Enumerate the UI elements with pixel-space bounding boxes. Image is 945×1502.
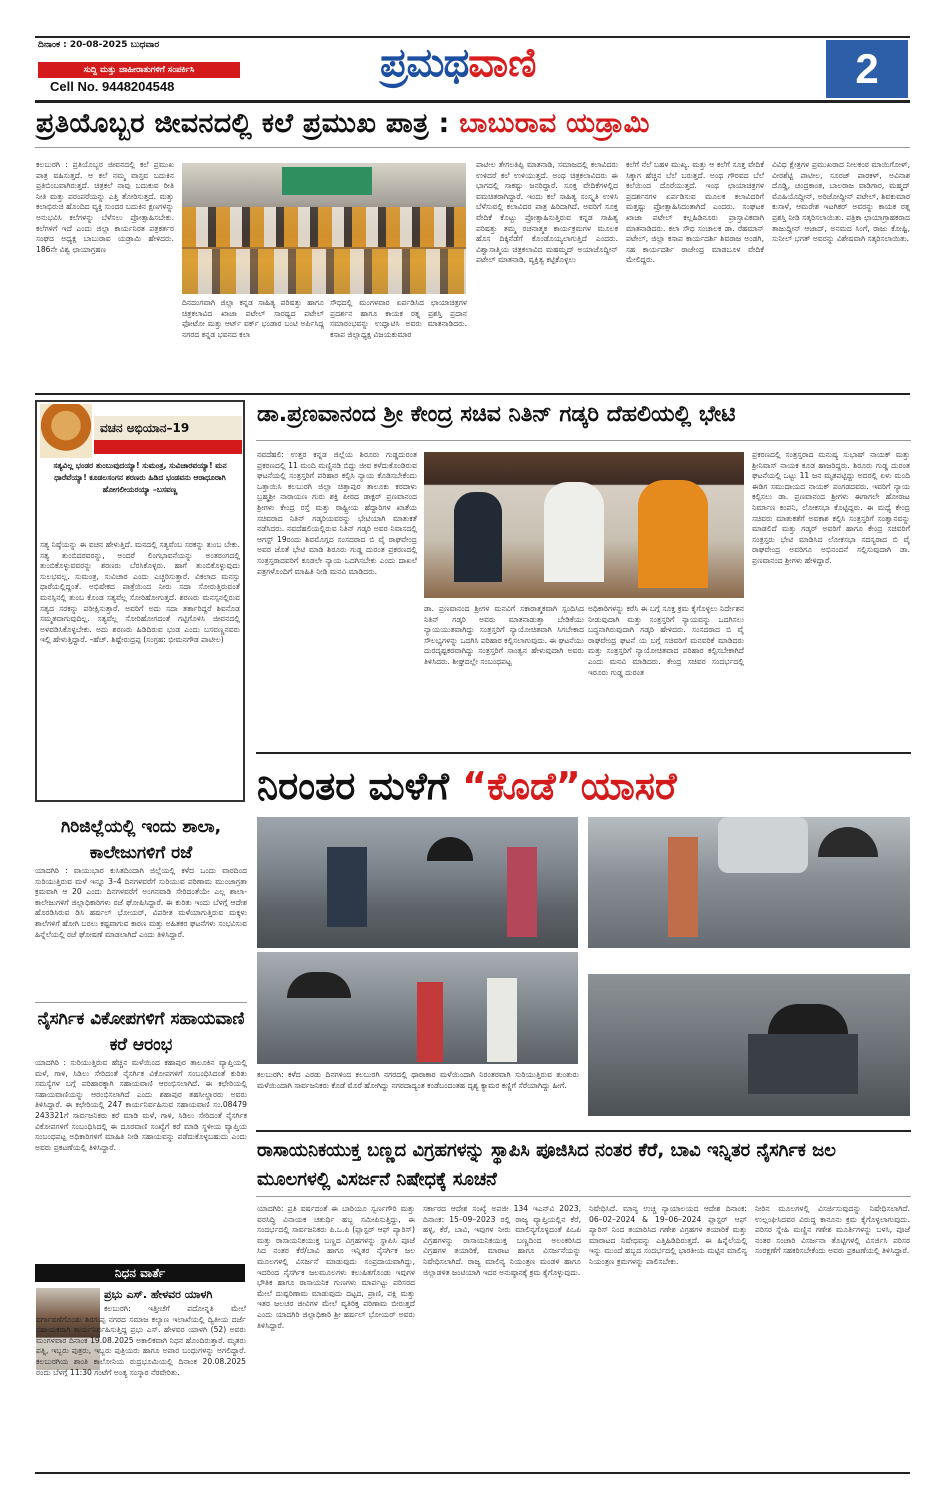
page-number: 2	[826, 40, 908, 98]
story2-body: ಯಾದಗಿರಿ : ವಾಯುಭಾರ ಕುಸಿತದಿಂದಾಗಿ ಜಿಲ್ಲೆಯಲ್ಲಿ ಕಳೆದ ಒಂದು ವಾರದಿಂದ ಸುರಿಯುತ್ತಿರುವ ಮಳೆ ಇನ್ನೂ 3–4 ದಿನಗಳವರೆಗೆ ಸುರಿಯುವ ಪರಿಣಾಮ ಮುಂಜಾಗ್ರತಾ ಕ್ರಮವಾಗಿ ಆ 20 ಎಂದು ದಿನಗಳವರೆಗೆ ಅಂಗನವಾಡಿ ಸೇರಿದಂತೆಯೇ ಎಲ್ಲ ಶಾಲಾ-ಕಾಲೇಜುಗಳಿಗೆ ಜಿಲ್ಲಾಧಿಕಾರಿಗಳು ರಜೆ ಘೋಷಿಸಿದ್ದಾರೆ. ಈ ಕುರಿತು ಇಂದು ಬೆಳಗ್ಗೆ ಆದೇಶ ಹೊರಡಿಸಿರುವ ಡಿಸಿ ಹರ್ಷಲ್ ಭೋಯರ್, ವಿಪರೀತ ಮಳೆಯಾಗುತ್ತಿರುವ ಮಕ್ಕಳು ಶಾಲೆಗಳಿಗೆ ಹೋಗಿ ಬರಲು ಕಷ್ಟವಾಗುವ ಕಾರಣ ಮತ್ತು ಅಹಿತಕರ ಘಟನೆಗಳು ಸಂಭವಿಸುವ ಹಿನ್ನೆಲೆಯಲ್ಲಿ ರಜೆ ಘೋಷಣೆ ಮಾಡಲಾಗಿದೆ ಎಂದು ತಿಳಿಸಿದ್ದಾರೆ.	[35, 866, 247, 939]
meeting-photo	[424, 452, 744, 598]
story3-headline: ನೈಸರ್ಗಿಕ ವಿಕೋಪಗಳಿಗೆ ಸಹಾಯವಾಣಿ ಕರೆ ಆರಂಭ	[37, 1009, 245, 1055]
minister-figure	[454, 492, 502, 582]
story1-column-3: ಸೌಧದಲ್ಲಿ ಮಂಗಳವಾರ ಏರ್ಪಡಿಸಿದ ಛಾಯಾಚಿತ್ರಗಳ ಪ್ರದರ್ಶನ ಹಾಗೂ ಕಾಯಕ ರತ್ನ ಪ್ರಶಸ್ತಿ ಪ್ರದಾನ ಸಮಾರಂಭವನ್ನು ಉದ್ಘಾಟಿಸಿ ಅವರು ಮಾತನಾಡಿದರು. ಕಸಾಪ ಜಿಲ್ಲಾಧ್ಯಕ್ಷ ವಿಜಯಕುಮಾರ	[330, 298, 467, 339]
obituary-title: ನಿಧನ ವಾರ್ತೆ	[35, 1264, 245, 1282]
rain-photo-bike	[588, 974, 910, 1116]
story5-headline-quote: “ಕೊಡೆ”	[462, 764, 581, 808]
woman-walking	[507, 847, 537, 937]
story6-column-4: ನೀರಿನ ಮೂಲಗಳಲ್ಲಿ ವಿಸರ್ಜಿಸುವುದನ್ನು ನಿಷೇಧಿಸಲಾಗಿದೆ. ಉಲ್ಲಂಘಿಸಿದವರ ವಿರುದ್ಧ ಕಾನೂನು ಕ್ರಮ ಕೈಗೊಳ್ಳಲಾಗುವುದು. ಪರಿಸರ ಸ್ನೇಹಿ ಮಣ್ಣಿನ ಗಣೇಶ ಮೂರ್ತಿಗಳನ್ನು ಬಳಸಿ, ಪೂಜೆ ನಂತರ ಸಂಚಾರಿ ವಿಸರ್ಜನಾ ತೊಟ್ಟಿಗಳಲ್ಲಿ ವಿಸರ್ಜಿಸಿ ಪರಿಸರ ಸಂರಕ್ಷಣೆಗೆ ಸಹಕರಿಸಬೇಕೆಂದು ಅವರು ಪ್ರಕಟಣೆಯಲ್ಲಿ ತಿಳಿಸಿದ್ದಾರೆ.	[755, 1204, 910, 1256]
story1-headline	[36, 108, 911, 140]
page-bottom-rule	[35, 1472, 910, 1474]
pedestrian-red	[417, 982, 443, 1062]
story5-headline	[257, 764, 912, 809]
story4-column-1: ನವದೆಹಲಿ: ಉತ್ತರ ಕನ್ನಡ ಜಿಲ್ಲೆಯ ಶಿರೂರು ಗುಡ್ಡದುರಂತ ಪ್ರಕರಣದಲ್ಲಿ 11 ಮಂದಿ ಮಣ್ಣಿನಡಿ ಬಿದ್ದು ಜೀವ ಕಳೆದುಕೊಂಡಿರುವ ಘಟನೆಯಲ್ಲಿ ಸಂತ್ರಸ್ತರಿಗೆ ಪರಿಹಾರ ಕಲ್ಪಿಸಿ ನ್ಯಾಯ ಕೊಡಿಸಬೇಕೆಂದು ಒತ್ತಾಯಿಸಿ ಕಲಬುರಗಿ ಜಿಲ್ಲಾ ಚಿತ್ತಾಪುರ ತಾಲೂಕು ಕರದಾಳು ಬ್ರಹ್ಮಶ್ರೀ ನಾರಾಯಣ ಗುರು ಶಕ್ತಿ ಪೀಠದ ಡಾಕ್ಟರ್ ಪ್ರಣವಾನಂದ ಶ್ರೀಗಳು ಕೇಂದ್ರ ರಸ್ತೆ ಮತ್ತು ರಾಷ್ಟ್ರೀಯ ಹೆದ್ದಾರಿಗಳ ಖಾತೆಯ ಸಚಿವರಾದ ನಿತಿನ್ ಗಡ್ಕರಿಯವರನ್ನು ಭೇಟಿಯಾಗಿ ಮಾತುಕತೆ ನಡೆಸಿದರು. ನವದೆಹಲಿಯಲ್ಲಿರುವ ನಿತಿನ್ ಗಡ್ಕರಿ ಅವರ ನಿವಾಸದಲ್ಲಿ ಆಗಸ್ಟ್ 19ರಂದು ಶಿವಮೊಗ್ಗದ ಸಂಸದರಾದ ಬಿ ವೈ ರಾಘವೇಂದ್ರ ಅವರ ಜೊತೆ ಭೇಟಿ ಮಾಡಿ ಶಿರೂರು ಗುಡ್ಡ ದುರಂತ ಪ್ರಕರಣದಲ್ಲಿ ಸಂತ್ರಸ್ತರಾದವರಿಗೆ ಕೂಡಲೇ ನ್ಯಾಯ ಒದಗಿಸಬೇಕು ಎಂದು ದಾಖಲೆ ಪತ್ರಗಳೊಂದಿಗೆ ಮಾಹಿತಿ ನೀಡಿ ಮನವಿ ಮಾಡಿದರು.	[257, 450, 417, 576]
story6-headline: ರಾಸಾಯನಿಕಯುಕ್ತ ಬಣ್ಣದ ವಿಗ್ರಹಗಳನ್ನು ಸ್ಥಾಪಿಸಿ ಪೂಜಿಸಿದ ನಂತರ ಕೆರೆ, ಬಾವಿ ಇನ್ನಿತರ ನೈಸರ್ಗಿಕ ಜಲ ಮೂಲಗಳಲ್ಲಿ ವಿಸರ್ಜನೆ ನಿಷೇಧಕ್ಕೆ ಸೂಚನೆ	[257, 1140, 836, 1190]
story6-column-2: ಸರ್ಕಾರದ ಆದೇಶ ಸಂಖ್ಯೆ ಅಪಜೀ 134 ಇಎನ್‌ವಿ 2023, ದಿನಾಂಕ: 15–09–2023 ರಲ್ಲಿ ರಾಜ್ಯ ವ್ಯಾಪ್ತಿಯಲ್ಲಿನ ಕೆರೆ, ಹಳ್ಳ, ಕೆರೆ, ಬಾವಿ, ಇವುಗಳ ನೀರು ಮಾಲಿನ್ಯಗೊಳ್ಳದಂತೆ ಪಿಒಪಿ ವಿಗ್ರಹಗಳನ್ನು ರಾಸಾಯನಿಕಯುಕ್ತ ಬಣ್ಣದಿಂದ ಅಲಂಕರಿಸಿದ ವಿಗ್ರಹಗಳ ತಯಾರಿಕೆ, ಮಾರಾಟ ಹಾಗೂ ವಿಸರ್ಜನೆಯನ್ನು ನಿಷೇಧಿಸಲಾಗಿದೆ. ರಾಜ್ಯ ಮಾಲಿನ್ಯ ನಿಯಂತ್ರಣ ಮಂಡಳಿ ಹಾಗೂ ಜಿಲ್ಲಾಡಳಿತ ಜಂಟಿಯಾಗಿ ಇದರ ಅನುಷ್ಠಾನಕ್ಕೆ ಕ್ರಮ ಕೈಗೊಳ್ಳುವುದು.	[423, 1204, 581, 1277]
story6-rule	[256, 1196, 911, 1197]
vachana-red-strip	[94, 440, 242, 454]
story1-headline-main: ಪ್ರತಿಯೊಬ್ಬರ ಜೀವನದಲ್ಲಿ ಕಲೆ ಪ್ರಮುಖ ಪಾತ್ರ :	[36, 108, 450, 139]
logo-part-1: ಪ್ರಮಥ	[380, 40, 469, 86]
story5-headline-main: ನಿರಂತರ ಮಳೆಗೆ	[257, 764, 449, 808]
top-rule	[35, 36, 910, 38]
umbrella-4-icon	[768, 1004, 848, 1034]
gadkari-figure	[544, 482, 604, 582]
seated-awardees	[182, 249, 466, 294]
masthead-rule	[35, 100, 910, 103]
contact-phone: Cell No. 9448204548	[50, 79, 175, 94]
story5-headline-tail: ಯಾಸರೆ	[580, 764, 677, 808]
newspaper-logo	[380, 40, 640, 100]
story4-column-3: ಅಧಿಕಾರಿಗಳನ್ನು ಕರೆಸಿ ಈ ಬಗ್ಗೆ ಸೂಕ್ತ ಕ್ರಮ ಕೈಗೊಳ್ಳಲು ನಿರ್ದೇಶನ ನೀಡುವುದಾಗಿ ಮತ್ತು ಸಂತ್ರಸ್ತರಿಗೆ ನ್ಯಾಯವನ್ನು ಒದಗಿಸಲು ಬದ್ಧನಾಗಿರುವುದಾಗಿ ಗಡ್ಕರಿ ಹೇಳಿದರು. ಸಂಸದರಾದ ಬಿ ವೈ ರಾಘವೇಂದ್ರ ಘಟನೆ ಯ ಬಗ್ಗೆ ಸಚಿವರಿಗೆ ಮನವರಿಕೆ ಮಾಡಿದರು ಮತ್ತು ಸಂತ್ರಸ್ತರಿಗೆ ನ್ಯಾಯೋಚಿತವಾದ ಪರಿಹಾರ ಕಲ್ಪಿಸಬೇಕಾಗಿದೆ ಎಂದು ಮನವಿ ಮಾಡಿದರು. ಕೇಂದ್ರ ಸಚಿವರ ಸಂದರ್ಭದಲ್ಲಿ ಇರೂರು ಗುಡ್ಡ ದುರಂತ	[588, 604, 744, 677]
umbrella-icon	[427, 837, 473, 861]
story1-column-2: ದಿನದಂಗವಾಗಿ ಜಿಲ್ಲಾ ಕನ್ನಡ ಸಾಹಿತ್ಯ ಪರಿಷತ್ತು ಹಾಗೂ ಚಿತ್ರಕಲಾವಿದ ಖಾಜಾ ಪಟೇಲ್ ಸಾರಥ್ಯದ ಪಟೇಲ್ ಫೋಟೋ ಮತ್ತು ಆರ್ಟ್ ವರ್ಕ್ ಭಂಡಾರ ಬಂಟಿ ಅರ್ಪಿಸಿದ್ದ ನಗರದ ಕನ್ನಡ ಭವನದ ಕಲಾ	[182, 298, 324, 339]
obituary-name: ಪ್ರಭು ಎಸ್. ಹೇಳವರ ಯಾಳಗಿ	[104, 1288, 213, 1301]
parked-car	[718, 817, 808, 873]
story1-column-4: ಪಾಟೀಲ ತೇಗಲತಿಪ್ಪಿ ಮಾತನಾಡಿ, ಸಮಾಜದಲ್ಲಿ ಕಲಾವಿದರು ಉಳಿದರೆ ಕಲೆ ಉಳಿಯುತ್ತದೆ. ಅಂಥ ಚಿತ್ರಕಲಾವಿದರು ಈ ಭಾಗದಲ್ಲಿ ಸಾಕಷ್ಟು ಜನರಿದ್ದಾರೆ. ಸೂಕ್ತ ವೇದಿಕೆಗಳಲ್ಲಿದ ವಮಚಿತರಾಗಿದ್ದಾರೆ. ಇಂದು ಕಲೆ ಸಾಹಿತ್ಯ ಸಂಸ್ಕೃತಿ ಉಳಿಸಿ ಬೆಳೆಸುವಲ್ಲಿ ಕಲಾವಿದರ ಪಾತ್ರ ಹಿರಿದಾಗಿದೆ. ಅವರಿಗೆ ಸೂಕ್ತ ವೇದಿಕೆ ಕೊಟ್ಟು ಪ್ರೋತ್ಸಾಹಿಸುತ್ತಿರುವ ಕನ್ನಡ ಸಾಹಿತ್ಯ ಪರಿಷತ್ತು ತಮ್ಮ ರಚನಾತ್ಮಕ ಕಾರ್ಯಕ್ರಮಗಳ ಮೂಲಕ ಹೊಸ ದಿಕ್ಕಿನೆಡೆಗೆ ಕೊಂಡೊಯ್ಯಲಾಗುತ್ತಿದೆ ಎಂದರು. ವಿಶ್ವಾಸಾತ್ಮಿಯ ಚಿತ್ರಕಲಾವಿದ ಮಹಮ್ಮದ್ ಅಯಾಜೊದ್ದೀನ್ ಪಟೇಲ್ ಮಾತನಾಡಿ, ವ್ಯಕ್ತಿತ್ವ ಕಟ್ಟಿಕೊಳ್ಳಲು	[476, 160, 618, 265]
story4-bottom-rule	[256, 752, 911, 754]
story1-column-1: ಕಲಬುರಗಿ : ಪ್ರತಿಯೊಬ್ಬರ ಜೀವನದಲ್ಲಿ ಕಲೆ ಪ್ರಮುಖ ಪಾತ್ರ ವಹಿಸುತ್ತದೆ. ಆ ಕಲೆ ನಮ್ಮ ವಾಸ್ತವ ಬದುಕಿನ ಪ್ರತಿಬಿಂಬವಾಗಿರುತ್ತದೆ. ಚಿತ್ರಕಲೆ ನಾವು ಬದುಕುವ ರೀತಿ ನೀತಿ ಮತ್ತು ಪರಂಪರೆಯನ್ನು ಎತ್ತಿ ತೋರಿಸುತ್ತದೆ. ಮತ್ತು ಕಲಾಭಿರುಚಿ ಹೊಂದಿದ ವ್ಯಕ್ತಿ ಸುಂದರ ಬದುಕಿನ ಕ್ಷಣಗಳನ್ನು ಅನುಭವಿಸಿ ಕಲೆಗಳನ್ನು ಬೆಳೆಸಲು ಪ್ರೋತ್ಸಾಹಿಸಬೇಕು. ಕಲೆಗಳಿಗೆ ಇದೆ ಎಂದು ಜಿಲ್ಲಾ ಕಾರ್ಯನಿರತ ಪತ್ರಕರ್ತರ ಸಂಘದ ಅಧ್ಯಕ್ಷ ಬಾಬುರಾವ ಯಡ್ರಾಮಿ ಹೇಳಿದರು. 186ನೇ ವಿಶ್ವ ಛಾಯಾಗ್ರಹಣ	[36, 160, 174, 254]
story4-headline: ಡಾ.ಪ್ರಣವಾನಂದ ಶ್ರೀ ಕೇಂದ್ರ ಸಚಿವ ನಿತಿನ್ ಗಡ್ಕರಿ ದೆಹಲಿಯಲ್ಲಿ ಭೇಟಿ	[257, 402, 736, 427]
basavanna-portrait	[40, 404, 92, 458]
story1-rule	[35, 147, 910, 148]
story4-column-2: ಡಾ. ಪ್ರಣವಾನಂದ ಶ್ರೀಗಳ ಮನವಿಗೆ ಸಕಾರಾತ್ಮಕವಾಗಿ ಸ್ಪಂದಿಸಿದ ನಿತಿನ್ ಗಡ್ಕರಿ ಅವರು ಮಾತನಾಡುತ್ತಾ ಬೇಡಿಕೆಯು ನ್ಯಾಯಯುತವಾಗಿದ್ದು ಸಂತ್ರಸ್ತರಿಗೆ ನ್ಯಾಯೋಚಿತವಾಗಿ ಸಿಗಬೇಕಾದ ಸೌಲಭ್ಯಗಳನ್ನು ಒದಗಿಸಿ ಪರಿಹಾರ ಕಲ್ಪಿಸಲಾಗುವುದು. ಈ ಘಟನೆಯು ದುರದೃಷ್ಟಕರವಾಗಿದ್ದು ಸಂತ್ರಸ್ತರಿಗೆ ಸಾಂತ್ವನ ಹೇಳುವುದಾಗಿ ಅವರು ತಿಳಿಸಿದರು. ಶೀಘ್ರದಲ್ಲೇ ಸಂಬಂಧಪಟ್ಟ	[424, 604, 584, 666]
story1-headline-name: ಬಾಬುರಾವ ಯಡ್ರಾಮಿ	[459, 108, 650, 139]
rain-photo-street	[257, 952, 578, 1064]
story4-rule	[256, 440, 911, 441]
vachana-title: ವಚನ ಅಭಿಯಾನ–19	[94, 416, 242, 440]
rain-photo-scooter	[257, 817, 578, 948]
motorbike-riders	[748, 1034, 858, 1094]
story3-body: ಯಾದಗಿರಿ : ಸುರಿಯುತ್ತಿರುವ ಹೆಚ್ಚಿನ ಮಳೆಯಿಂದ ಕಹಾಪುರ ತಾಲೂಕಿನ ವ್ಯಾಪ್ತಿಯಲ್ಲಿ ಮಳೆ, ಗಾಳಿ, ಸಿಡಿಲು ಸೇರಿದಂತೆ ನೈಸರ್ಗಿಕ ವಿಕೋಪಗಳಿಗೆ ಸಂಬಂಧಿಸಿದಂತೆ ಕುರಿತು ಸಮಸ್ಯೆಗಳ ಬಗ್ಗೆ ಪರಿಹಾರಕ್ಕಾಗಿ ಸಹಾಯವಾಣಿ ಆರಂಭಿಸಲಾಗಿದೆ. ಈ ಕಛೇರಿಯಲ್ಲಿ ಸಹಾಯವಾಣಿಯನ್ನು ಆರಂಭಿಸಲಾಗಿದೆ ಎಂದು ಶಹಾಪುರ ತಹಸೀಲ್ದಾರರು ಅವರು ತಿಳಿಸಿದ್ದಾರೆ. ಈ ಕಛೇರಿಯಲ್ಲಿ 247 ಕಾರ್ಯನಿರ್ವಹಿಸುವ ಸಹಾಯವಾಣಿ ಸಂ.08479 243321ಗೆ ಸಾರ್ವಜನಿಕರು ಕರೆ ಮಾಡಿ ಮಳೆ, ಗಾಳಿ, ಸಿಡಿಲು ಸೇರಿದಂತೆ ನೈಸರ್ಗಿಕ ವಿಕೋಪಗಳಿಗೆ ಸಂಬಂಧಿಸಿದಲ್ಲಿ ಈ ದೂರವಾಣಿ ಸಂಖ್ಯೆಗೆ ಕರೆ ಮಾಡಿ ಸ್ಥಳೀಯ ವ್ಯಾಪ್ತಿಯ ಸಂಬಂಧಪಟ್ಟ ಅಧಿಕಾರಿಗಳಿಗೆ ಮಾಹಿತಿ ನೀಡಿ ಸಹಾಯವನ್ನು ಪಡೆದುಕೊಳ್ಳಬಹುದು ಎಂದು ಅವರು ಪ್ರಕಟಣೆಯಲ್ಲಿ ತಿಳಿಸಿದ್ದಾರೆ.	[35, 1058, 247, 1152]
pedestrian-white	[487, 978, 517, 1062]
story4-column-4: ಪ್ರಕರಣದಲ್ಲಿ ಸಂತ್ರಸ್ತರಾದ ಮನುಷ್ಯ ಸುಭಾಷ್ ನಾಯಕ್ ಮತ್ತು ಶ್ರೀನಿವಾಸ್ ನಾಯಕ ಕೂಡ ಹಾಜರಿದ್ದರು. ಶಿರೂರು ಗುಡ್ಡ ದುರಂತ ಘಟನೆಯಲ್ಲಿ ಒಟ್ಟು 11 ಜನ ಮೃತಪಟ್ಟಿದ್ದು ಅದರಲ್ಲಿ ಏಳು ಮಂದಿ ಈಡಿಗ ಸಮುದಾಯದ ನಾಯಕ್ ಪಂಗಡದವರು. ಇವರಿಗೆ ನ್ಯಾಯ ಕಲ್ಪಿಸಲು ಡಾ. ಪ್ರಣವಾನಂದ ಶ್ರೀಗಳು ಈಗಾಗಲೇ ಹೋರಾಟ ನಿರ್ಮಾಣ ಕಂಪನಿ, ಲೋಕಸಭಾ ಕೊಟ್ಟಿದ್ದರು. ಈ ಮಧ್ಯೆ ಕೇಂದ್ರ ಸಚಿವರು ಮಾತುಕತೆಗೆ ಅವಕಾಶ ಕಲ್ಪಿಸಿ ಸಂತ್ರಸ್ತರಿಗೆ ಸಂತ್ವಾನವನ್ನು ಮಾಡಲಿದೆ ಮತ್ತು ಗಡ್ಕರ್ ಅವರಿಗೆ ಹಾಗೂ ಕೇಂದ್ರ ಸಚಿವರಿಗೆ ಸಂತ್ರಸ್ತರು ಭೇಟಿ ಮಾಡಿಸಿದ ಲೋಕಸಭಾ ಸದಸ್ಯರಾದ ಬಿ ವೈ ರಾಘವೇಂದ್ರ ಅವರಿಗೂ ಅಭಿನಂದನೆ ಸಲ್ಲಿಸುವುದಾಗಿ ಡಾ. ಪ್ರಣವಾನಂದ ಶ್ರೀಗಳು ಹೇಳಿದ್ದಾರೆ.	[752, 450, 910, 565]
story1-column-5: ಕಲೆಗೆ ನೆಲೆ ಬಹಳ ಮುಖ್ಯ. ಮತ್ತು ಆ ಕಲೆಗೆ ಸೂಕ್ತ ವೇದಿಕೆ ಸಿಕ್ಕಾಗ ಹೆಚ್ಚಿನ ಬೆಲೆ ಬರುತ್ತದೆ. ಅಂಥ ಗೌರವದ ಬೆಲೆ ಕಲೆಯಿಂದ ದೊರೆಯುತ್ತದೆ. ಇಂಥ ಛಾಯಾಚಿತ್ರಗಳ ಪ್ರದರ್ಶನಗಳ ಏರ್ಪಡಿಸುವ ಮೂಲಕ ಕಲಾವಿದರಿಗೆ ಮತ್ತಷ್ಟು ಪ್ರೋತ್ಸಾಹಿಸಿದಂತಾಗಿದೆ ಎಂದರು. ಸಂಘಟಕ ಖಾಜಾ ಪಟೇಲ್ ಕಲ್ಲಹಿಡಿನೂರು ಪ್ರಾಸ್ತಾವಿಕವಾಗಿ ಮಾತನಾಡಿದರು. ಕಲಾ ಸೌಧ ಸಂಚಾಲಕ ಡಾ. ರೆಹಮಾನ್ ಪಟೇಲ್, ಜಿಲ್ಲಾ ಕಸಾಪ ಕಾರ್ಯದರ್ಶಿ ಶಿವರಾಜ ಅಂಡಗಿ, ಸಹ ಕಾರ್ಯದರ್ಶಿ ರಾಜೇಂದ್ರ ಮಾಡಬೂಳ ವೇದಿಕೆ ಮೇಲಿದ್ದರು.	[626, 160, 764, 265]
stage-banner	[282, 167, 372, 195]
contact-banner: ಸುದ್ದಿ ಮತ್ತು ಜಾಹೀರಾತುಗಳಿಗೆ ಸಂಪರ್ಕಿಸಿ	[38, 62, 240, 78]
scooter-rider	[327, 847, 367, 927]
row-of-guests	[182, 207, 466, 247]
story2-rule	[35, 1002, 247, 1003]
swamiji-figure	[638, 480, 708, 588]
story6-column-3: ನಿಷೇಧಿಸಿದೆ. ಮಾನ್ಯ ಉಚ್ಚ ನ್ಯಾಯಾಲಯದ ಆದೇಶ ದಿನಾಂಕ: 06–02–2024 & 19–06–2024 ಪ್ಲಾಸ್ಟರ್ ಆಫ್ ಪ್ಯಾರಿಸ್ ನಿಂದ ತಯಾರಿಸಿದ ಗಣೇಶ ವಿಗ್ರಹಗಳ ತಯಾರಿಕೆ ಮತ್ತು ಮಾರಾಟದ ನಿಷೇಧವನ್ನು ಎತ್ತಿಹಿಡಿದಿರುತ್ತದೆ. ಈ ಹಿನ್ನೆಲೆಯಲ್ಲಿ ಇನ್ನು ಮುಂದೆ ಹಬ್ಬದ ಸಂದರ್ಭದಲ್ಲಿ ಭಾರತೀಯ ಮಟ್ಟಿನ ಮಾಲಿನ್ಯ ನಿಯಂತ್ರಣ ಕ್ರಮಗಳನ್ನು ಪಾಲಿಸಬೇಕು.	[589, 1204, 747, 1266]
vachana-verse: ಸತ್ಯವಿಲ್ಲ ಭಂಡರ ತುಂಬುವುದಯ್ಯಾ! ಸುಮಂತ್ರ, ಸುವಿಚಾರವಯ್ಯಾ! ಮನ ಧಾರೆವೆಯ್ಯಾ! ಕೂಡಲಸಂಗನ ಶರಣರು ಹಿಡಿದ ಭಂಡವನು ಆರಾಧೂರಾಗಿ ಹೋಗಲೀಯರಯ್ಯಾ –ಬಸವಣ್ಣ	[53, 461, 227, 494]
story2-headline: ಗಿರಿಜಿಲ್ಲೆಯಲ್ಲಿ ಇಂದು ಶಾಲಾ, ಕಾಲೇಜುಗಳಿಗೆ ರಜೆ	[60, 817, 222, 863]
logo-part-2: ವಾಣಿ	[468, 40, 537, 86]
story5-bottom-rule	[256, 1130, 911, 1132]
vachana-commentary: ಸತ್ಯ ನಿಷ್ಠೆಯನ್ನು ಈ ವಚನ ಹೇಳುತ್ತಿದೆ. ಮನದಲ್ಲಿ ಸತ್ಯವೆಂಬ ಸರಕನ್ನು ತುಂಬ ಬೇಕು. ಸತ್ಯ ತುಂಬಿದರವರನ್ನು, ಅಂದರೆ ಲಿಂಗಭಾವನೆಯನ್ನು ಅಂತರಂಗದಲ್ಲಿ ತುಂಬಿಕೊಳ್ಳುವವರನ್ನು ಶರಣರು ಬೆರಸಿಕೊಳ್ಳರು. ಹಾಗೆ ತುಂಬಿಕೊಳ್ಳುವುದು ಸುಲಭವಲ್ಲ. ಸುಮಂತ್ರ, ಸುವಿಚಾರ ಎಂದು ಎಚ್ಚರಿಸುತ್ತಾರೆ. ವಿಕಲಾದ ಮನಸ್ಸು ಧಾರೆಯಲ್ಲಿದ್ದಂತೆ. ಅಭಿಷೇಕದ ಪಾತ್ರೆಯಿಂದ ನೀರು ಸದಾ ಸೋರುತ್ತಿರುವಂತೆ ಮನಸ್ಸಿನಲ್ಲಿ ತುಂಬ ಕೊಂಡ ಸತ್ಯವೆಲ್ಲ ಸೋರಿಹೋಗುತ್ತದೆ. ಶರಣರು ಮನಸ್ಸನಲ್ಲಿರುವ ಸತ್ಯದ ಸರಕನ್ನು ಪರೀಕ್ಷಿಸುತ್ತಾರೆ. ಅವರಿಗೆ ಅದು ಸದಾ ತರ್ತಾರಿದ್ದರೆ ಶಿವನೊಡ ಸಮ್ಮತವಾಗುವುದಿಲ್ಲ. ಸತ್ಯವೆಲ್ಲ ಸೋರಿಹೋಗದಂತೆ ಗಟ್ಟಿಗೊಳಿಸಿ ಜೀವನದಲ್ಲಿ ಅಳವಡಿಸಿಕೊಳ್ಳಬೇಕು. ಅದು ಶರಣರು ಹಿಡಿದಿರುವ ಭಂಡ ಎಂದು ಬಸವಣ್ಣನವರು ಇಲ್ಲಿ ಹೇಳುತ್ತಿದ್ದಾರೆ. –ಹೆಚ್. ಶಿಷ್ಟೇರುದ್ರಪ್ಪ (ಸಂಗ್ರಹ: ಭೀಮನಗೌಡ ಪಾಟೀಲ)	[40, 540, 240, 645]
story1-bottom-rule	[35, 393, 910, 395]
rain-photo-pedestrians	[588, 817, 910, 948]
umbrella-2-icon	[818, 827, 878, 857]
award-ceremony-photo	[182, 163, 466, 294]
issue-date: ದಿನಾಂಕ : 20-08-2025 ಬುಧವಾರ	[38, 40, 160, 50]
story5-caption: ಕಲಬುರಗಿ: ಕಳೆದ ಎರಡು ದಿನಗಳಿಂದ ಕಲಬುರಗಿ ನಗರದಲ್ಲಿ ಧಾರಾಕಾರ ಮಳೆಯಿಂದಾಗಿ ನಿರಂತರವಾಗಿ ಸುರಿಯುತ್ತಿರುವ ತುಂತುರು ಮಳೆಯಿಂದಾಗಿ ಸಾರ್ವಜನಿಕರು ಕೊಡೆ ಮೊರೆ ಹೋಗಿದ್ದು ನಗರದಾದ್ಯಂತ ಕಂಡೆಬಂದಂತಹ ದೃಶ್ಯ ಕ್ಯಾಮರ ಕಣ್ಣಿಗೆ ಸೆರೆಯಾಗಿದ್ದು ಹೀಗೆ.	[257, 1070, 579, 1090]
umbrella-3-icon	[287, 972, 351, 998]
obituary-body: ಕಲಬುರಗಿ: ಇತ್ತೀಚೆಗೆ ಪದೋನ್ನತಿ ಮೇಲೆ ವರ್ಗಾವಣೆಗೊಂಡು ಶಿರಗುಪ್ಪ ನಗರದ ಸಮಾಜ ಕಲ್ಯಾಣ ಇಲಾಖೆಯಲ್ಲಿ ದ್ವಿತೀಯ ದರ್ಜೆ ಸಹಾಯಕರಾಗಿ ಕಾರ್ಯನಿರ್ವಹಿಸುತ್ತಿದ್ದ ಪ್ರಭು ಎಸ್. ಹೇಳವರ ಯಾಳಗಿ (52) ಅವರು ಮಂಗಳವಾರ ದಿನಾಂಕ 19.08.2025 ಅಕಾಲಿಕವಾಗಿ ನಿಧನ ಹೊಂದಿರುತ್ತಾರೆ. ಮೃತರು ಪತ್ನಿ, ಇಬ್ಬರು ಪುತ್ರರು, ಇಬ್ಬರು ಪುತ್ರಿಯರು ಹಾಗೂ ಅಪಾರ ಬಂಧುಗಳನ್ನು ಅಗಲಿದ್ದಾರೆ. ಕಲಬುರಗಿಯ ಶಾಂತಿ ಕಾಲೋನಿಯ ರುದ್ರಭೂಮಿಯಲ್ಲಿ ದಿನಾಂಕ 20.08.2025 ರಂದು ಬೆಳಗ್ಗೆ 11:30 ಗಂಟೆಗೆ ಅಂತ್ಯ ಸಂಸ್ಕಾರ ನೆರವೇರಿತು.	[36, 1304, 246, 1377]
story1-column-6: ವಿವಿಧ ಕ್ಷೇತ್ರಗಳ ಪ್ರಮುಖರಾದ ನೀಲಕಂಠ ಮಾಯಿಗೋಳ್, ವೀರಶೆಟ್ಟಿ ಪಾಟೀಲ, ಸೂರಜ್ ಪಾರಕಳ್, ಅವಿನಾಶ ದೊಡ್ಡಿ, ಚಂದ್ರಕಾಂತ, ಬಾಲರಾಜ ವಾಡಿಗಾರ, ಮಹ್ಮದ್ ಮೊಹಿಯೊದ್ದೀನ್, ಅರಿಜೋದ್ದೀನ್ ಪಟೇಲ್, ಶಿವಕುಮಾರ ಕುಸಾಳೆ, ಆಮರೇಶ ಇಟಗಿಕರ್ ಅವರನ್ನು ಕಾಯಕ ರತ್ನ ಪ್ರಶಸ್ತಿ ನೀಡಿ ಸತ್ಕರಿಸಲಾಯಿತು. ಪತ್ರಿಕಾ ಛಾಯಾಗ್ರಾಹಕರಾದ ತಾಜುದ್ದೀನ್ ಆಜಾದ್, ಅನಮದ ಸಿಂಗೆ, ರಾಜು ಕೋಷ್ಟಿ, ಸುನೀಲ್ ಭಗತ್ ಅವರನ್ನು ವಿಶೇಷವಾಗಿ ಸತ್ಕರಿಸಲಾಯಿತು.	[772, 160, 910, 244]
pedestrian-1	[668, 837, 698, 937]
story6-column-1: ಯಾದಗಿರಿ: ಪ್ರತಿ ವರ್ಷದಂತೆ ಈ ಬಾರಿಯೂ ಸ್ವರ್ಣಗೌರಿ ಮತ್ತು ವರಸಿದ್ಧಿ ವಿನಾಯಕ ಚತುರ್ಥಿ ಹಬ್ಬ ಸಮೀಪಿಸುತ್ತಿದ್ದು, ಈ ಸಂದರ್ಭದಲ್ಲಿ ಸಾರ್ವಜನಿಕರು ಪಿ.ಒ.ಪಿ (ಪ್ಲಾಸ್ಟರ್ ಆಫ್ ಪ್ಯಾರಿಸ್) ಮತ್ತು ರಾಸಾಯನಿಕಯುಕ್ತ ಬಣ್ಣದ ವಿಗ್ರಹಗಳನ್ನು ಸ್ಥಾಪಿಸಿ ಪೂಜೆ ಸಿದ ನಂತರ ಕೆರೆ/ಬಾವಿ ಹಾಗೂ ಇನ್ನಿತರ ನೈಸರ್ಗಿಕ ಜಲ ಮೂಲಗಳಲ್ಲಿ ವಿಸರ್ಜನೆ ಮಾಡುವುದು ಸಂಪ್ರದಾಯವಾಗಿದ್ದು, ಇದರಿಂದ ನೈಸರ್ಗಿಕ ಜಲಮೂಲಗಳು ಕಲುಷಿತಗೊಂಡು ಇವುಗಳ ಭೌತಿಕ ಹಾಗೂ ರಾಸಾಯನಿಕ ಗುಣಗಳು ಮಾರ್ಪಟ್ಟು ಪರಿಸರದ ಮೇಲೆ ದುಷ್ಪರಿಣಾಮ ಮಾಡುವುದು ದಟ್ಟದ, ಪ್ರಾಣಿ, ಪಕ್ಷಿ ಮತ್ತು ಇತರ ಜಲಚರ ಜೀವಿಗಳ ಮೇಲೆ ವ್ಯತಿರಿಕ್ತ ಪರಿಣಾಮ ಬೀರುತ್ತದೆ ಎಂದು ಯಾದಗಿರಿ ಜಿಲ್ಲಾಧಿಕಾರಿ ಶ್ರೀ ಹರ್ಷಲ್ ಭೋಯರ್ ಅವರು ತಿಳಿಸಿದ್ದಾರೆ.	[257, 1204, 415, 1330]
